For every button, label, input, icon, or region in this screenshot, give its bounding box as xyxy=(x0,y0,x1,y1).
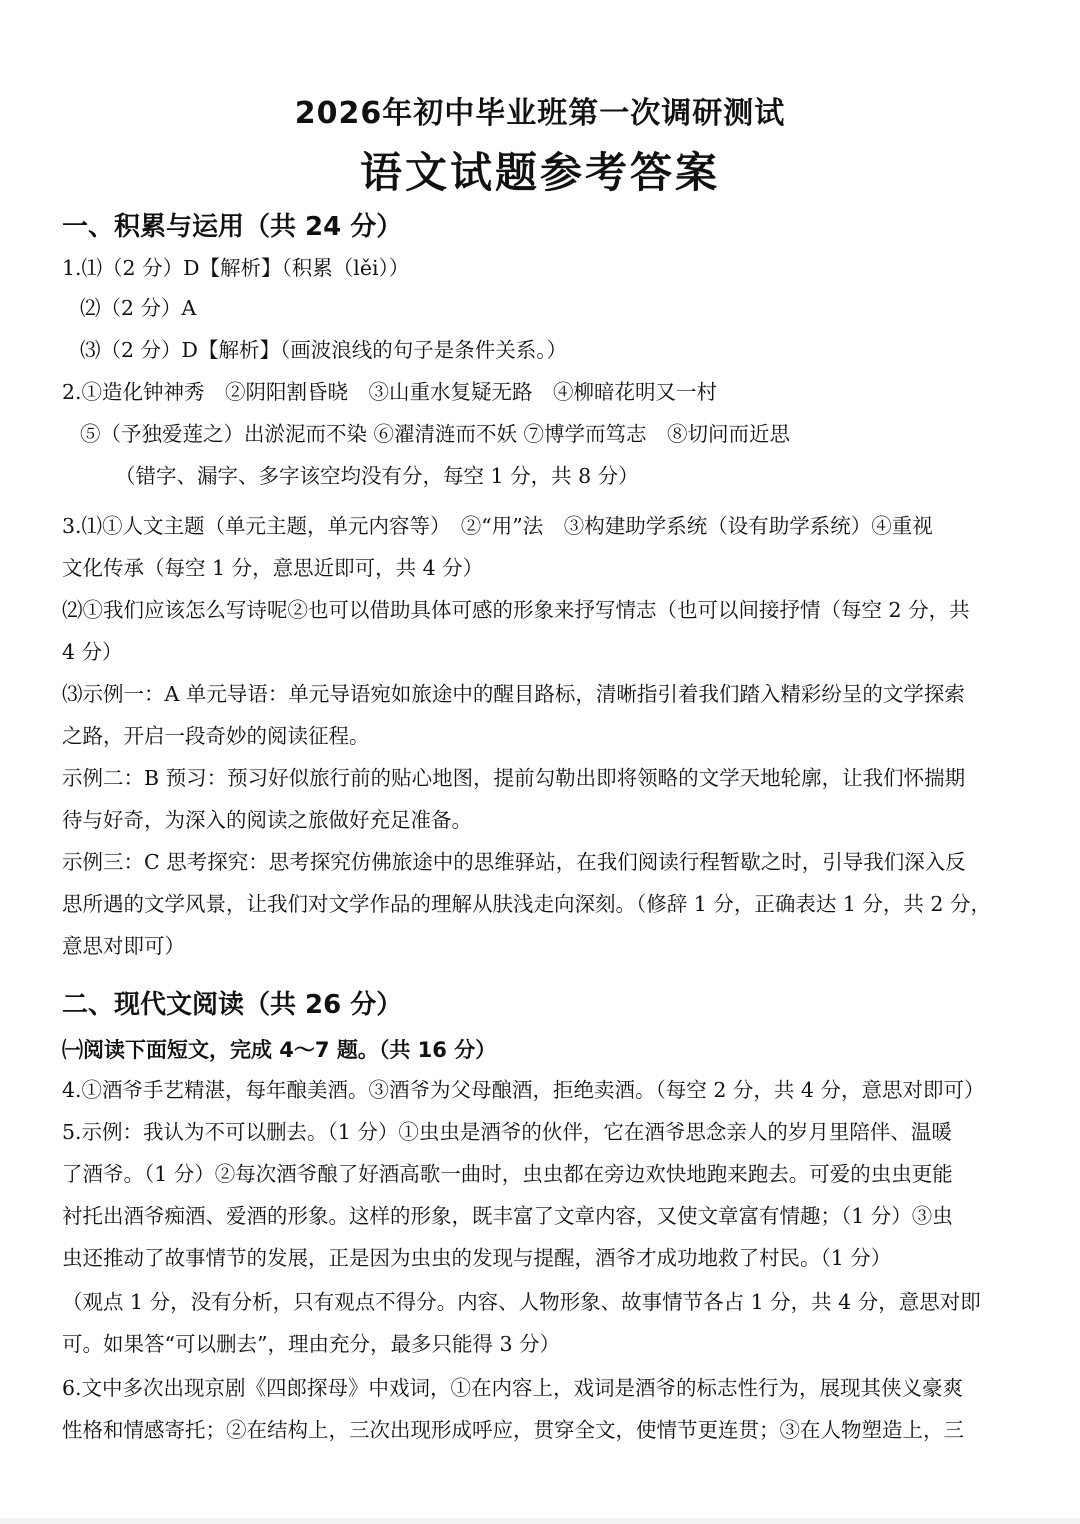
answer-line: 之路，开启一段奇妙的阅读征程。 xyxy=(62,724,370,748)
answer-line: ⑶（2 分）D【解析】（画波浪线的句子是条件关系。） xyxy=(80,338,567,362)
answer-line: ⑵（2 分）A xyxy=(80,296,197,320)
answer-line: 性格和情感寄托；②在结构上，三次出现形成呼应，贯穿全文，使情节更连贯；③在人物塑造上，三 xyxy=(62,1418,964,1442)
answer-line: 2.①造化钟神秀 ②阴阳割昏晓 ③山重水复疑无路 ④柳暗花明又一村 xyxy=(62,380,718,404)
section-heading-modern-reading: 二、现代文阅读（共 26 分） xyxy=(62,990,403,1020)
answer-line: 示例三：C 思考探究：思考探究仿佛旅途中的思维驿站，在我们阅读行程暂歇之时，引导我们深入反 xyxy=(62,850,966,874)
page-bottom-edge xyxy=(0,1518,1080,1524)
answer-line: 6.文中多次出现京剧《四郎探母》中戏词，①在内容上，戏词是酒爷的标志性行为，展现其侠义豪爽 xyxy=(62,1376,964,1400)
answer-line: 4 分） xyxy=(62,640,123,664)
answer-line: （错字、漏字、多字该空均没有分，每空 1 分，共 8 分） xyxy=(115,464,639,488)
exam-title: 2026年初中毕业班第一次调研测试 xyxy=(294,96,786,131)
subsection-heading: ㈠阅读下面短文，完成 4～7 题。（共 16 分） xyxy=(62,1038,497,1062)
answer-line: ⑤（予独爱莲之）出淤泥而不染 ⑥濯清涟而不妖 ⑦博学而笃志 ⑧切问而近思 xyxy=(80,422,791,446)
answer-line: 了酒爷。（1 分）②每次酒爷酿了好酒高歌一曲时，虫虫都在旁边欢快地跑来跑去。可爱的虫虫更能 xyxy=(62,1162,953,1186)
answer-line: ⑶示例一：A 单元导语：单元导语宛如旅途中的醒目路标，清晰指引着我们踏入精彩纷呈的文学探索 xyxy=(62,682,965,706)
answer-line: 3.⑴①人文主题（单元主题，单元内容等） ②“用”法 ③构建助学系统（设有助学系统）④重视 xyxy=(62,514,933,538)
answer-line: 可。如果答“可以删去”，理由充分，最多只能得 3 分） xyxy=(62,1332,561,1356)
answer-line: 虫还推动了故事情节的发展，正是因为虫虫的发现与提醒，酒爷才成功地救了村民。（1 分） xyxy=(62,1246,892,1270)
answer-line: 待与好奇，为深入的阅读之旅做好充足准备。 xyxy=(62,808,472,832)
answer-line: 4.①酒爷手艺精湛，每年酿美酒。③酒爷为父母酿酒，拒绝卖酒。（每空 2 分，共 4 分，意思对即可） xyxy=(62,1078,985,1102)
answer-line: 5.示例：我认为不可以删去。（1 分）①虫虫是酒爷的伙伴，它在酒爷思念亲人的岁月里陪伴、温暖 xyxy=(62,1120,952,1144)
answer-line: 示例二：B 预习：预习好似旅行前的贴心地图，提前勾勒出即将领略的文学天地轮廓，让我们怀揣期 xyxy=(62,766,966,790)
answer-line: 衬托出酒爷痴酒、爱酒的形象。这样的形象，既丰富了文章内容，又使文章富有情趣；（1 分）③虫 xyxy=(62,1204,953,1228)
answer-line: ⑵①我们应该怎么写诗呢②也可以借助具体可感的形象来抒写情志（也可以间接抒情（每空 2 分，共 xyxy=(62,598,970,622)
answer-line: （观点 1 分，没有分析，只有观点不得分。内容、人物形象、故事情节各占 1 分，共 4 分，意思对即 xyxy=(62,1290,981,1314)
answer-line: 思所遇的文学风景，让我们对文学作品的理解从肤浅走向深刻。（修辞 1 分，正确表达 1 分，共 2 分， xyxy=(62,892,991,916)
answer-line: 文化传承（每空 1 分，意思近即可，共 4 分） xyxy=(62,556,484,580)
document-title: 语文试题参考答案 xyxy=(359,148,720,197)
section-heading-accumulation: 一、积累与运用（共 24 分） xyxy=(62,212,403,242)
answer-line: 意思对即可） xyxy=(62,934,185,958)
answer-line: 1.⑴（2 分）D【解析】（积累（lěi）） xyxy=(62,256,410,280)
